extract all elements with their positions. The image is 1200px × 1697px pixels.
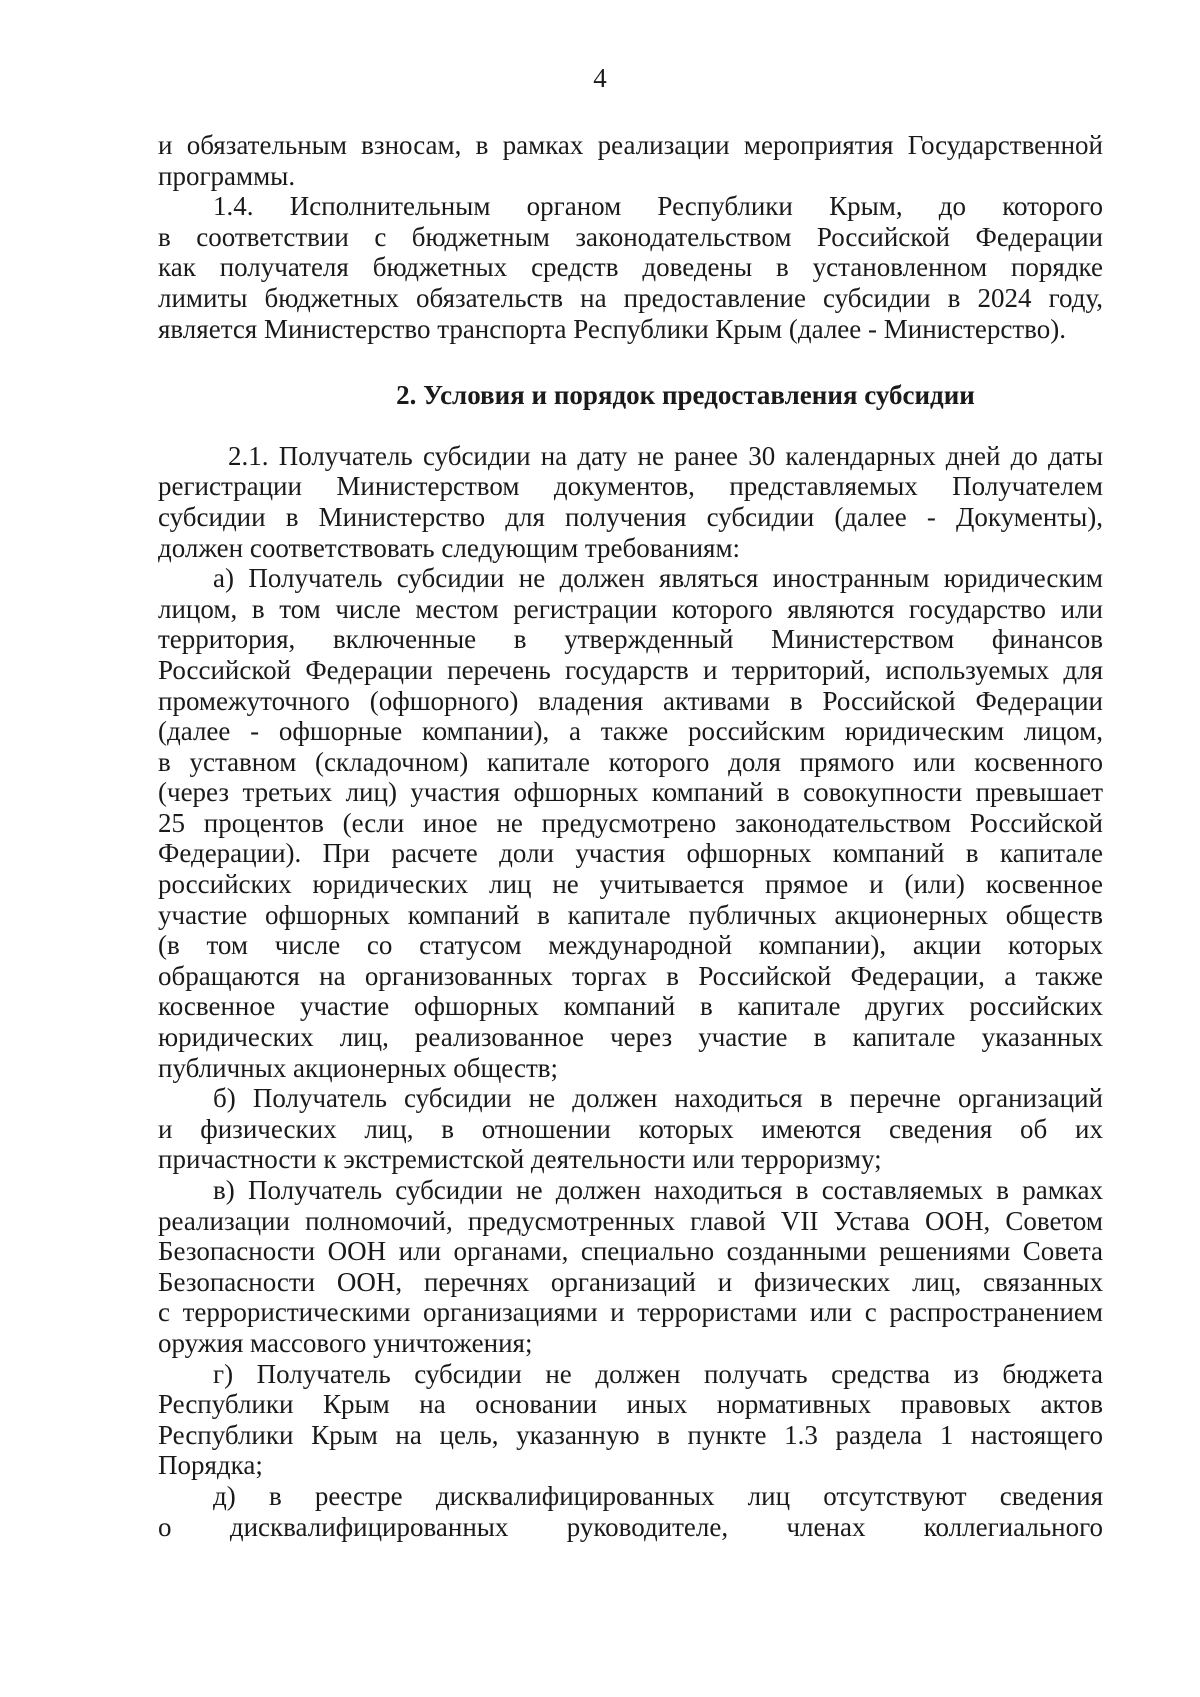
section-heading: 2. Условия и порядок предоставления субсидии [396, 380, 975, 411]
text-line: Федерации). При расчете доли участия офшорных компаний в капитале [158, 838, 1103, 869]
text-line: как получателя бюджетных средств доведены в установленном порядке [158, 252, 1103, 283]
text-line: обращаются на организованных торгах в Российской Федерации, а также [158, 960, 1103, 991]
text-line: (через третьих лиц) участия офшорных компаний в совокупности превышает [158, 777, 1103, 808]
page-number: 4 [593, 63, 607, 93]
text-line: российских юридических лиц не учитывается прямое и (или) косвенное [158, 869, 1103, 900]
text-line: лимиты бюджетных обязательств на предоставление субсидии в 2024 году, [158, 282, 1103, 313]
text-line: оружия массового уничтожения; [158, 1327, 533, 1358]
text-line: 2.1. Получатель субсидии на дату не ранее 30 календарных дней до даты [228, 440, 1103, 471]
text-line: и обязательным взносам, в рамках реализации мероприятия Государственной [158, 130, 1103, 160]
text-line: публичных акционерных обществ; [158, 1052, 558, 1083]
text-line: участие офшорных компаний в капитале публичных акционерных обществ [158, 899, 1103, 930]
text-line: должен соответствовать следующим требованиям: [158, 532, 741, 563]
text-line: в) Получатель субсидии не должен находиться в составляемых в рамках [213, 1175, 1103, 1205]
text-line: Порядка; [158, 1450, 263, 1481]
text-line: Безопасности ООН или органами, специально созданными решениями Совета [158, 1236, 1103, 1267]
text-line: Российской Федерации перечень государств и территорий, используемых для [158, 654, 1103, 685]
text-line: Республики Крым на цель, указанную в пункте 1.3 раздела 1 настоящего [158, 1419, 1103, 1450]
spacer [158, 411, 1103, 441]
text-line: о дисквалифицированных руководителе, членах коллегиального [158, 1511, 1103, 1542]
text-line: Республики Крым на основании иных нормативных правовых актов [158, 1389, 1103, 1420]
text-line: 25 процентов (если иное не предусмотрено законодательством Российской [158, 807, 1103, 838]
text-line: причастности к экстремистской деятельности или терроризму; [158, 1144, 882, 1175]
spacer [158, 344, 1103, 380]
text-line: б) Получатель субсидии не должен находиться в перечне организаций [213, 1083, 1103, 1114]
text-line: является Министерство транспорта Республики Крым (далее - Министерство). [158, 313, 1066, 344]
text-line: с террористическими организациями и террористами или с распространением [158, 1297, 1103, 1328]
text-line: д) в реестре дисквалифицированных лиц отсутствуют сведения [213, 1480, 1103, 1511]
text-line: (далее - офшорные компании), а также российским юридическим лицом, [158, 716, 1103, 747]
text-line: юридических лиц, реализованное через участие в капитале указанных [158, 1022, 1103, 1053]
text-line: в соответствии с бюджетным законодательством Российской Федерации [158, 221, 1103, 252]
body-text [158, 130, 1103, 1542]
text-line: регистрации Министерством документов, представляемых Получателем [158, 471, 1103, 502]
text-line: г) Получатель субсидии не должен получать средства из бюджета [213, 1358, 1103, 1389]
text-line: и физических лиц, в отношении которых имеются сведения об их [158, 1113, 1103, 1144]
text-line: территория, включенные в утвержденный Министерством финансов [158, 624, 1103, 655]
text-line: программы. [158, 160, 296, 191]
text-line: субсидии в Министерство для получения субсидии (далее - Документы), [158, 501, 1103, 532]
text-line: в уставном (складочном) капитале которого доля прямого или косвенного [158, 746, 1103, 777]
text-line: а) Получатель субсидии не должен являться иностранным юридическим [213, 563, 1103, 594]
text-line: Безопасности ООН, перечнях организаций и физических лиц, связанных [158, 1266, 1103, 1297]
text-line: реализации полномочий, предусмотренных главой VII Устава ООН, Советом [158, 1205, 1103, 1236]
text-line: промежуточного (офшорного) владения активами в Российской Федерации [158, 685, 1103, 716]
text-line: косвенное участие офшорных компаний в капитале других российских [158, 991, 1103, 1022]
text-line: лицом, в том числе местом регистрации которого являются государство или [158, 593, 1103, 624]
text-line: (в том числе со статусом международной компании), акции которых [158, 930, 1103, 961]
text-line: 1.4. Исполнительным органом Республики Крым, до которого [213, 191, 1103, 222]
